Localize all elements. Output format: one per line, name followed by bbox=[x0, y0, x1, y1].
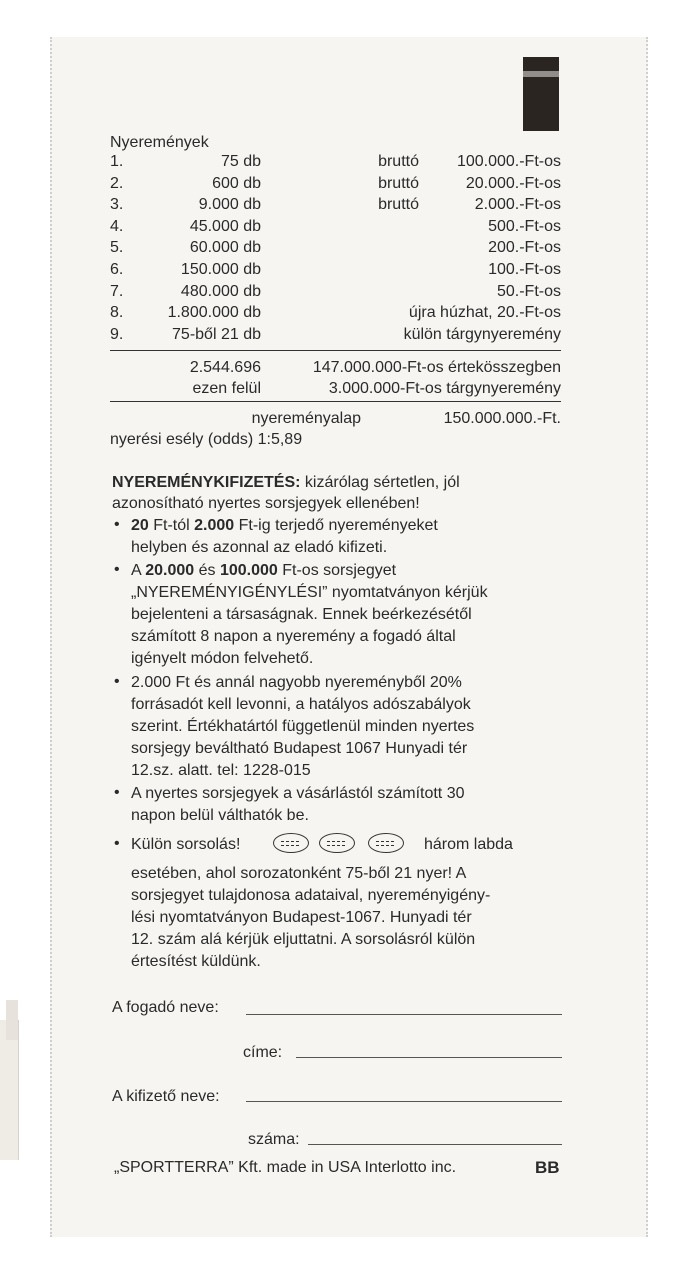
kifizeto-nev-label: A kifizető neve: bbox=[112, 1088, 220, 1105]
football-icon bbox=[368, 833, 404, 853]
bullet: • bbox=[114, 516, 120, 533]
bullet4-line: A nyertes sorsjegyek a vásárlástól számított 30 bbox=[131, 785, 465, 802]
bold-amount: 2.000 bbox=[194, 517, 235, 534]
bullet5-line: esetében, ahol sorozatonként 75-ből 21 nyer! A bbox=[131, 865, 467, 882]
prize-amount: 2.000.-Ft-os bbox=[474, 196, 561, 214]
prize-count: 75-ből 21 db bbox=[172, 325, 261, 343]
prize-count: 45.000 db bbox=[189, 217, 261, 235]
prize-count: 60.000 db bbox=[189, 239, 261, 257]
bullet3-line: szerint. Értékhatártól függetlenül minden nyertes bbox=[131, 718, 475, 735]
payout-line1 bbox=[112, 473, 460, 493]
payout-line2: azonosítható nyertes sorsjegyek ellenében! bbox=[112, 495, 420, 512]
prize-type: bruttó bbox=[378, 153, 419, 170]
prize-amount: 500.-Ft-os bbox=[488, 217, 561, 235]
football-icon bbox=[319, 833, 355, 853]
fogado-nev-label: A fogadó neve: bbox=[112, 999, 219, 1016]
bullet1-line2: helyben és azonnal az eladó kifizeti. bbox=[131, 539, 388, 556]
text: Ft-tól bbox=[148, 517, 195, 534]
bullet: • bbox=[114, 835, 120, 852]
payout-heading: NYEREMÉNYKIFIZETÉS: bbox=[112, 474, 301, 491]
prize-count: 150.000 db bbox=[180, 261, 261, 278]
szama-field[interactable] bbox=[308, 1144, 562, 1145]
prize-number: 3. bbox=[110, 196, 124, 214]
text: Ft-ig terjedő nyereményeket bbox=[234, 517, 438, 534]
bullet: • bbox=[114, 784, 120, 801]
cime-field[interactable] bbox=[296, 1057, 562, 1058]
bullet5-start: Külön sorsolás! bbox=[131, 836, 241, 853]
text: és bbox=[194, 562, 220, 579]
bullet2-line: bejelenteni a társaságnak. Ennek beérkezésétől bbox=[131, 606, 472, 623]
bullet3-line: 12.sz. alatt. tel: 1228-015 bbox=[131, 762, 311, 779]
prize-amount: 100.000.-Ft-os bbox=[456, 153, 561, 170]
extra-label: ezen felül bbox=[192, 380, 261, 397]
bullet5-line: sorsjegyet tulajdonosa adataival, nyereményigény- bbox=[131, 887, 491, 904]
cime-label: címe: bbox=[243, 1044, 283, 1061]
prize-type: bruttó bbox=[378, 174, 419, 192]
prize-type: bruttó bbox=[378, 196, 419, 214]
football-icon bbox=[273, 833, 309, 853]
prize-amount: külön tárgynyeremény bbox=[403, 325, 561, 343]
prize-number: 4. bbox=[110, 217, 124, 235]
bullet4-line: napon belül válthatók be. bbox=[131, 807, 309, 824]
prize-number: 1. bbox=[110, 153, 124, 170]
bullet5-line: 12. szám alá kérjük eljuttatni. A sorsolásról külön bbox=[131, 931, 476, 948]
prize-number: 2. bbox=[110, 174, 124, 192]
prizes-title: Nyeremények bbox=[110, 134, 209, 151]
bullet: • bbox=[114, 673, 120, 690]
bullet3-line: 2.000 Ft és annál nagyobb nyereményből 20% bbox=[131, 674, 462, 691]
bullet2-line: „NYEREMÉNYIGÉNYLÉSI” nyomtatványon kérjük bbox=[131, 584, 488, 601]
footer-text: „SPORTTERRA” Kft. made in USA Interlotto inc. bbox=[114, 1159, 457, 1176]
bullet2-line1 bbox=[131, 561, 396, 581]
prize-count: 600 db bbox=[212, 174, 261, 192]
prize-amount: újra húzhat, 20.-Ft-os bbox=[408, 304, 561, 322]
text: Ft-os sorsjegyet bbox=[277, 562, 397, 579]
bold-amount: 20 bbox=[131, 517, 149, 534]
total-value: 147.000.000-Ft-os értekösszegben bbox=[312, 359, 561, 376]
bullet5-end: három labda bbox=[424, 836, 513, 853]
extra-value: 3.000.000-Ft-os tárgynyeremény bbox=[328, 380, 561, 397]
total-count: 2.544.696 bbox=[189, 359, 261, 376]
prize-amount: 100.-Ft-os bbox=[488, 261, 561, 278]
fund-label: nyereményalap bbox=[251, 410, 361, 427]
bullet2-line: számított 8 napon a nyeremény a fogadó által bbox=[131, 628, 456, 645]
prize-amount: 20.000.-Ft-os bbox=[465, 174, 561, 192]
divider-2 bbox=[110, 401, 561, 402]
prize-number: 8. bbox=[110, 304, 124, 322]
bold-amount: 20.000 bbox=[145, 562, 195, 579]
bold-amount: 100.000 bbox=[219, 562, 278, 579]
bullet3-line: sorsjegy beváltható Budapest 1067 Hunyadi tér bbox=[131, 740, 468, 757]
bullet5-line: értesítést küldünk. bbox=[131, 953, 261, 970]
odds: nyerési esély (odds) 1:5,89 bbox=[110, 431, 303, 448]
fund-value: 150.000.000.-Ft. bbox=[443, 410, 561, 427]
prize-amount: 50.-Ft-os bbox=[496, 282, 561, 300]
prize-number: 7. bbox=[110, 282, 124, 300]
divider-1 bbox=[110, 350, 561, 351]
prize-number: 9. bbox=[110, 325, 124, 343]
prize-number: 6. bbox=[110, 261, 124, 278]
bullet2-line: igényelt módon felvehető. bbox=[131, 650, 314, 667]
szama-label: száma: bbox=[248, 1131, 300, 1148]
prize-amount: 200.-Ft-os bbox=[488, 239, 561, 257]
scratch-code-block bbox=[523, 57, 559, 131]
prize-number: 5. bbox=[110, 239, 124, 257]
bullet: • bbox=[114, 561, 120, 578]
bullet1-line1 bbox=[131, 516, 438, 536]
prize-count: 1.800.000 db bbox=[167, 304, 261, 322]
footer-code: BB bbox=[535, 1158, 560, 1177]
fogado-nev-field[interactable] bbox=[246, 1014, 562, 1015]
bullet3-line: forrásadót kell levonni, a hatályos adószabályok bbox=[131, 696, 471, 713]
payout-heading-rest: kizárólag sértetlen, jól bbox=[304, 474, 460, 491]
prize-count: 480.000 db bbox=[180, 282, 261, 300]
prize-count: 75 db bbox=[220, 153, 261, 170]
torn-edge bbox=[0, 1020, 19, 1160]
bullet5-line: lési nyomtatványon Budapest-1067. Hunyadi tér bbox=[131, 909, 472, 926]
text: A bbox=[131, 562, 146, 579]
kifizeto-nev-field[interactable] bbox=[246, 1101, 562, 1102]
prize-count: 9.000 db bbox=[198, 196, 261, 214]
